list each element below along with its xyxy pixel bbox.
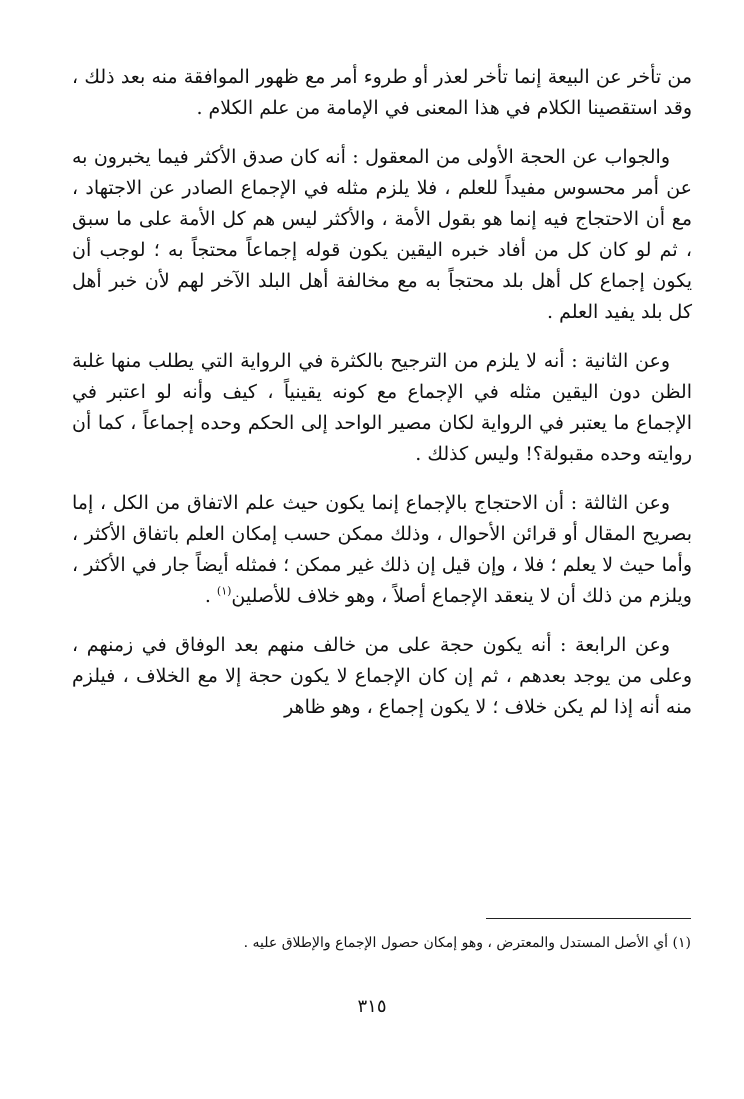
footnote: (١) أي الأصل المستدل والمعترض ، وهو إمكان حصول الإجماع والإطلاق عليه . [243,935,691,951]
paragraph-3: وعن الثانية : أنه لا يلزم من الترجيح بالكثرة في الرواية التي يطلب منها غلبة الظن دون اليقين مثله في الإجماع مع كونه يقينياً ، كيف وأنه لو اعتبر في الإجماع ما يعتبر في الرواية لكان مصير الواحد إلى الحكم وحده إجماعاً ، كما أن روايته وحده مقبولة؟! وليس كذلك . [72,350,692,465]
paragraph-4-text: وعن الثالثة : أن الاحتجاج بالإجماع إنما يكون حيث علم الاتفاق من الكل ، إما بصريح المقال أو قرائن الأحوال ، وذلك ممكن حسب إمكان العلم باتفاق الأكثر ، وأما حيث لا يعلم ؛ فلا ، وإن قيل إن ذلك غير ممكن ؛ فمثله أيضاً جار في الأكثر ، ويلزم من ذلك أن لا ينعقد الإجماع أصلاً ، وهو خلاف للأصلين [72,492,692,607]
paragraph-4 [72,488,692,612]
paragraph-1: من تأخر عن البيعة إنما تأخر لعذر أو طروء أمر مع ظهور الموافقة منه بعد ذلك ، وقد استقصينا الكلام في هذا المعنى في الإمامة من علم الكلام . [72,66,692,119]
paragraph-5: وعن الرابعة : أنه يكون حجة على من خالف منهم بعد الوفاق في زمنهم ، وعلى من يوجد بعدهم ، ثم إن كان الإجماع لا يكون حجة إلا مع الخلاف ، فيلزم منه أنه إذا لم يكن خلاف ؛ لا يكون إجماع ، وهو ظاهر [72,634,692,718]
main-text [72,62,692,741]
page-number: ٣١٥ [357,996,387,1017]
footnote-reference: (١) [216,584,232,598]
footnote-divider [486,918,691,919]
paragraph-4-end: . [204,585,217,607]
paragraph-2: والجواب عن الحجة الأولى من المعقول : أنه كان صدق الأكثر فيما يخبرون به عن أمر محسوس مفيداً للعلم ، فلا يلزم مثله في الإجماع الصادر عن الاجتهاد ، مع أن الاحتجاج فيه إنما هو بقول الأمة ، والأكثر ليس هم كل الأمة على ما سبق ، ثم لو كان كل من أفاد خبره اليقين يكون قوله إجماعاً محتجاً به ؛ لوجب أن يكون إجماع كل أهل بلد محتجاً به مع مخالفة أهل البلد الآخر لهم لأن خبر أهل كل بلد يفيد العلم . [72,146,692,323]
